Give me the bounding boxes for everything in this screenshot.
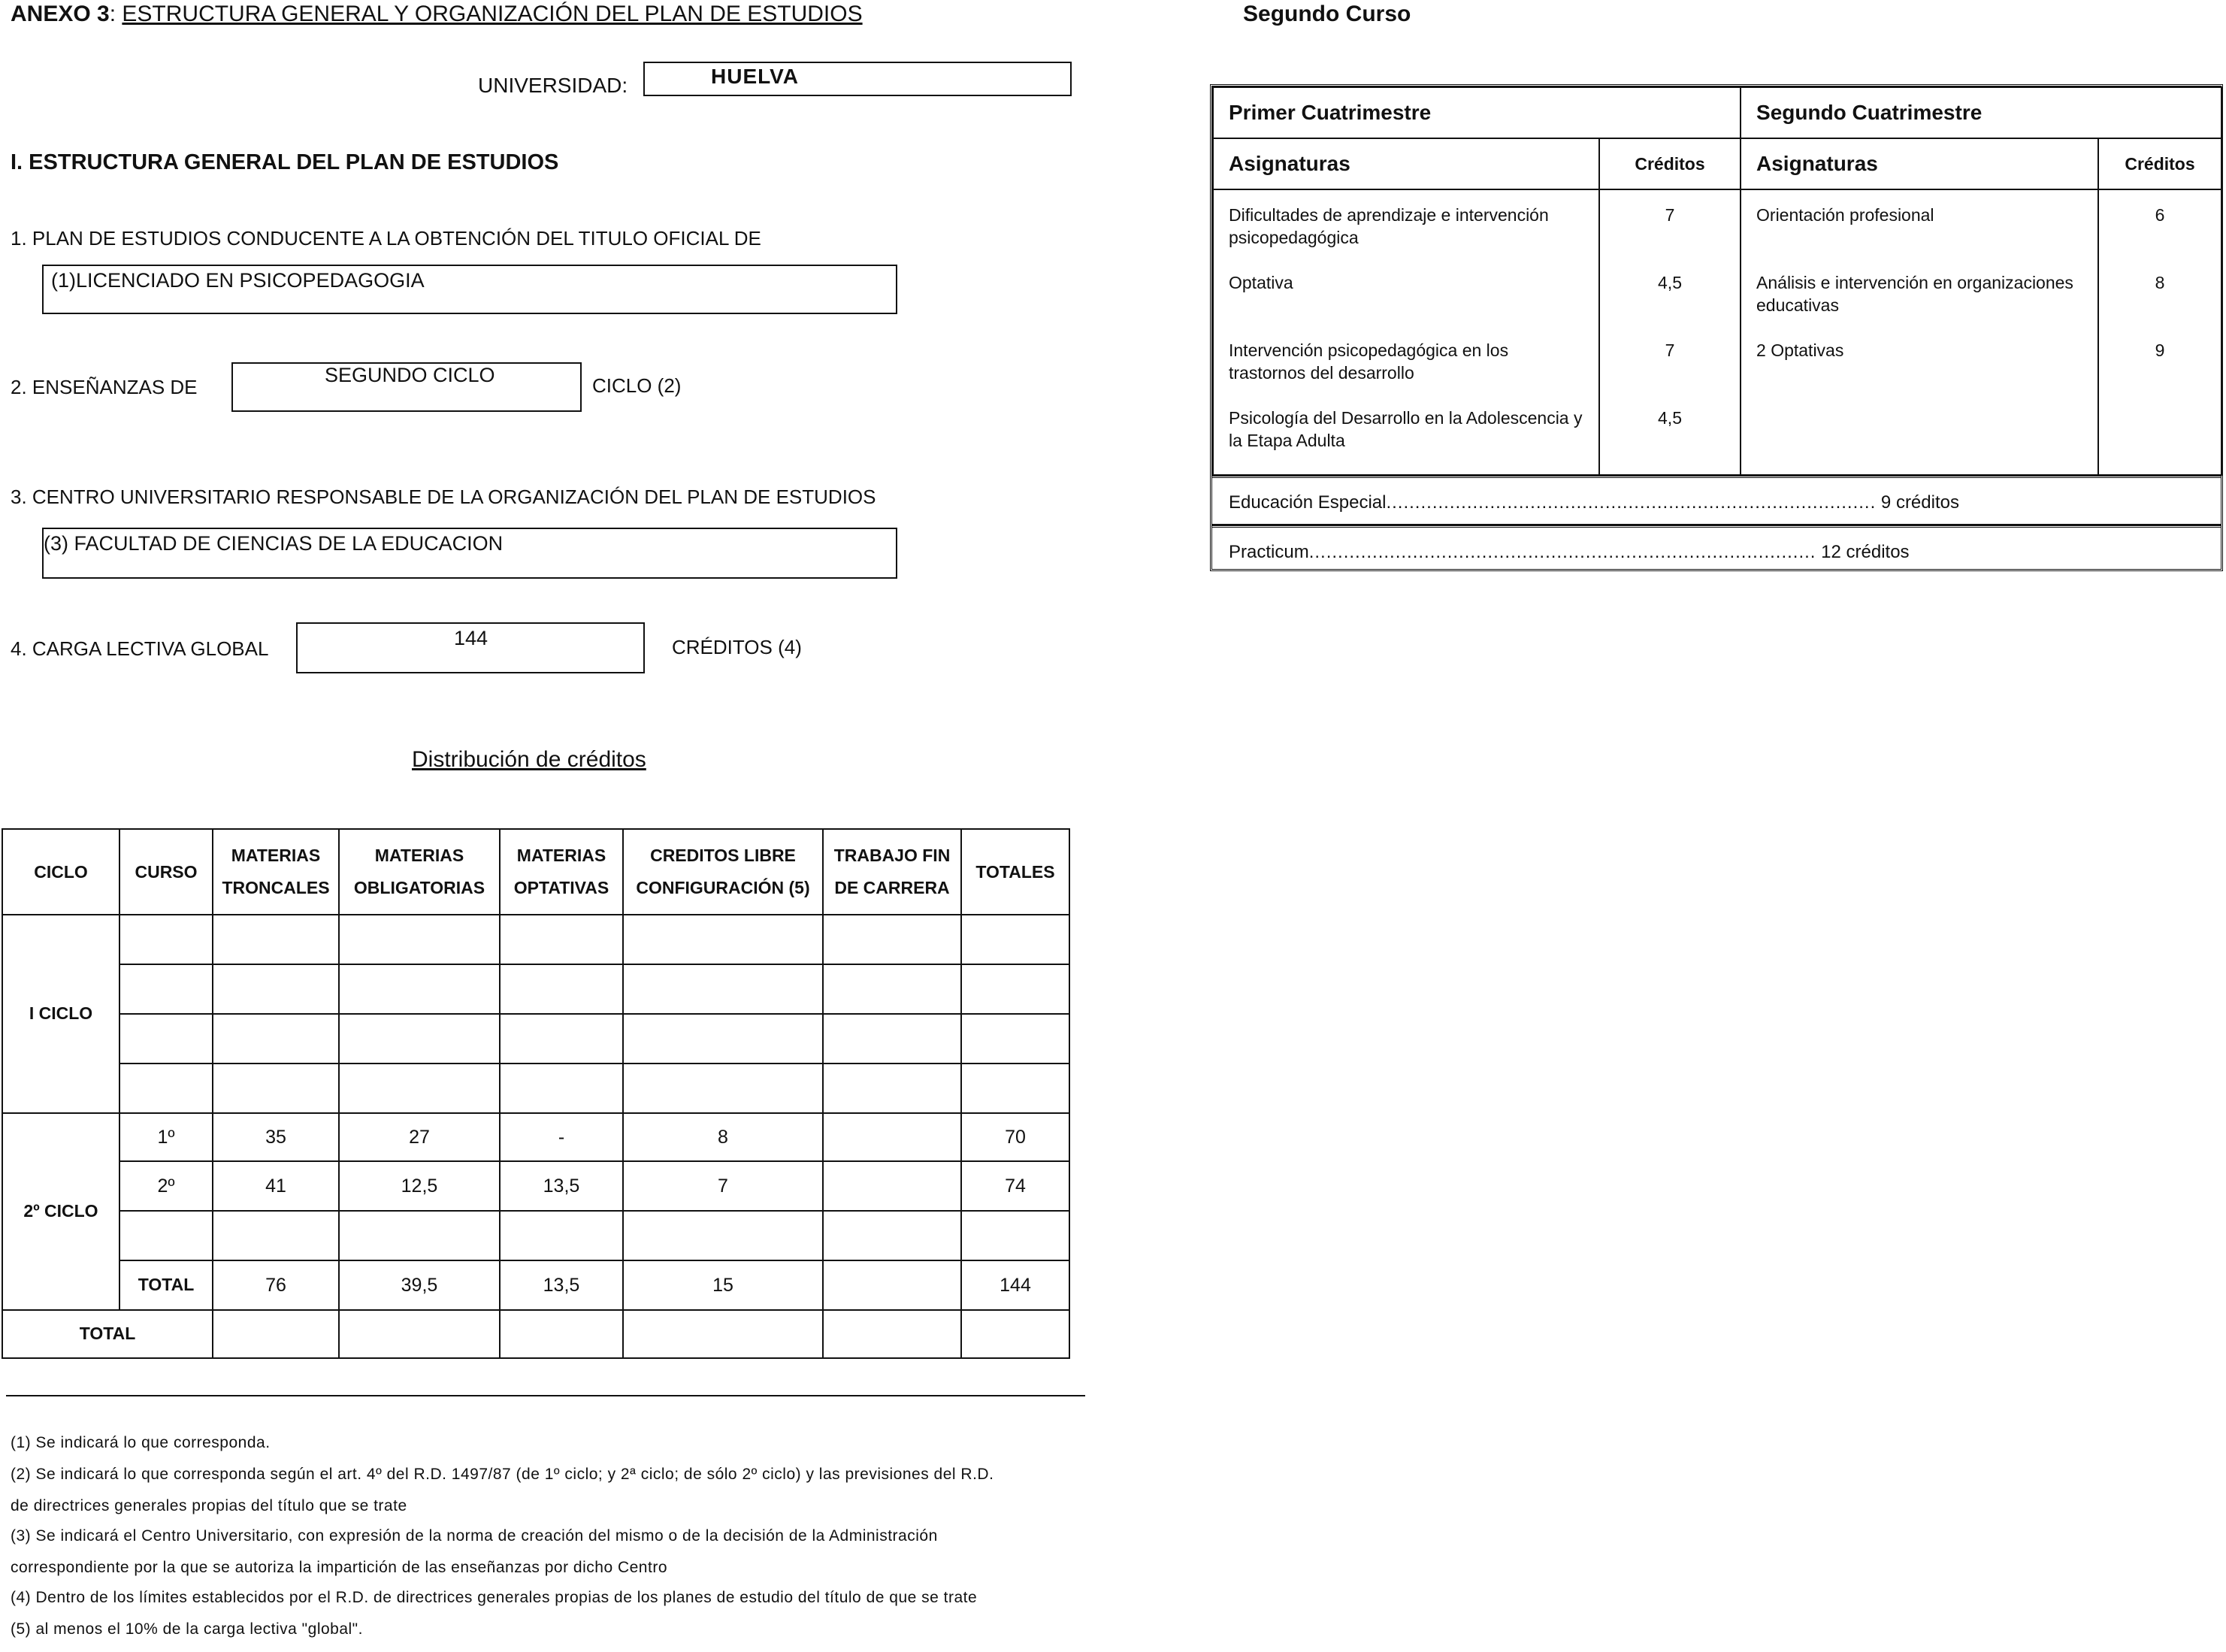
practicum-row: Practicum........................................................................................ 12 créditos xyxy=(1212,525,2221,575)
cell-troncales: 41 xyxy=(213,1161,339,1211)
footnote: (1) Se indicará lo que corresponda. xyxy=(11,1434,271,1451)
list-item: 2 Optativas xyxy=(1756,340,1844,360)
ciclo1-label: I CICLO xyxy=(2,915,119,1113)
practicum-label: Practicum xyxy=(1229,542,1309,562)
second-term-credits xyxy=(2098,189,2221,475)
cell-optativas: 13,5 xyxy=(500,1260,623,1310)
table-row-grand-total xyxy=(2,1310,1069,1358)
column-header-row xyxy=(1213,138,2221,189)
annex-heading: ANEXO 3: ESTRUCTURA GENERAL Y ORGANIZACIÓN DEL PLAN DE ESTUDIOS xyxy=(11,2,863,26)
cell-troncales: 35 xyxy=(213,1113,339,1161)
item4-suffix: CRÉDITOS (4) xyxy=(672,636,802,658)
university-field xyxy=(643,62,1072,96)
credit-value: 4,5 xyxy=(1658,408,1682,428)
list-item: Intervención psicopedagógica en los trastornos del desarrollo xyxy=(1229,340,1509,383)
cell-trabajo xyxy=(823,1211,961,1260)
first-term-credits xyxy=(1599,189,1741,475)
cell-curso-total: TOTAL xyxy=(119,1260,213,1310)
distribution-title: Distribución de créditos xyxy=(412,747,646,772)
table-row xyxy=(2,1064,1069,1113)
cell-libre: 8 xyxy=(623,1113,823,1161)
cell-trabajo xyxy=(823,1113,961,1161)
footnote: correspondiente por la que se autoriza la impartición de las enseñanzas por dicho Centro xyxy=(11,1559,667,1576)
footnote: de directrices generales propias del título que se trate xyxy=(11,1497,407,1514)
cell-libre: 15 xyxy=(623,1260,823,1310)
item1-value: (1)LICENCIADO EN PSICOPEDAGOGIA xyxy=(51,269,425,292)
second-course-title: Segundo Curso xyxy=(1243,2,1411,26)
cell-trabajo xyxy=(823,1161,961,1211)
cell-obligatorias xyxy=(339,1211,500,1260)
table-row xyxy=(2,1211,1069,1260)
table-header-row xyxy=(2,829,1069,915)
item1-label: 1. PLAN DE ESTUDIOS CONDUCENTE A LA OBTENCIÓN DEL TITULO OFICIAL DE xyxy=(11,227,761,250)
cell-optativas xyxy=(500,1211,623,1260)
second-term-subjects xyxy=(1741,189,2098,475)
table-row xyxy=(2,1260,1069,1310)
subjects-row xyxy=(1213,189,2221,475)
footnote-divider xyxy=(6,1395,1085,1396)
university-label: UNIVERSIDAD: xyxy=(478,74,628,97)
grand-total-label: TOTAL xyxy=(2,1310,213,1358)
cell-obligatorias: 39,5 xyxy=(339,1260,500,1310)
credit-value: 9 xyxy=(2155,340,2165,360)
list-item: Psicología del Desarrollo en la Adolescencia y la Etapa Adulta xyxy=(1229,408,1583,450)
second-term-subjects-label: Asignaturas xyxy=(1741,138,2098,189)
credit-value: 8 xyxy=(2155,273,2165,292)
cell-curso: 1º xyxy=(119,1113,213,1161)
cell-curso: 2º xyxy=(119,1161,213,1211)
cell-totales: 74 xyxy=(961,1161,1069,1211)
cell-optativas: 13,5 xyxy=(500,1161,623,1211)
credit-value: 7 xyxy=(1665,205,1675,225)
table-row xyxy=(2,1161,1069,1211)
first-term-subjects xyxy=(1213,189,1599,475)
cell-optativas: - xyxy=(500,1113,623,1161)
credit-value: 4,5 xyxy=(1658,273,1682,292)
annex-label: ANEXO 3 xyxy=(11,2,110,26)
especial-row: Educación Especial..................................................................................... 9 créditos xyxy=(1212,476,2221,525)
header-trabajo: TRABAJO FIN DE CARRERA xyxy=(823,829,961,915)
credit-distribution-table xyxy=(2,828,1070,1359)
item2-value: SEGUNDO CICLO xyxy=(325,364,495,386)
cell-libre xyxy=(623,1211,823,1260)
header-ciclo: CICLO xyxy=(2,829,119,915)
header-obligatorias: MATERIAS OBLIGATORIAS xyxy=(339,829,500,915)
item2-label: 2. ENSEÑANZAS DE xyxy=(11,376,198,398)
section-title: I. ESTRUCTURA GENERAL DEL PLAN DE ESTUDIOS xyxy=(11,150,559,174)
footnote: (5) al menos el 10% de la carga lectiva "global". xyxy=(11,1620,363,1638)
header-optativas: MATERIAS OPTATIVAS xyxy=(500,829,623,915)
item3-label: 3. CENTRO UNIVERSITARIO RESPONSABLE DE LA ORGANIZACIÓN DEL PLAN DE ESTUDIOS xyxy=(11,486,876,508)
list-item: Orientación profesional xyxy=(1756,205,1934,225)
university-value: HUELVA xyxy=(711,65,799,88)
header-libre: CREDITOS LIBRE CONFIGURACIÓN (5) xyxy=(623,829,823,915)
item3-value: (3) FACULTAD DE CIENCIAS DE LA EDUCACION xyxy=(44,532,504,555)
second-course-table xyxy=(1210,84,2223,571)
second-term-header: Segundo Cuatrimestre xyxy=(1741,87,2221,138)
header-curso: CURSO xyxy=(119,829,213,915)
list-item: Optativa xyxy=(1229,273,1293,292)
first-term-subjects-label: Asignaturas xyxy=(1213,138,1599,189)
list-item: Dificultades de aprendizaje e intervención psicopedagógica xyxy=(1229,205,1549,247)
item4-label: 4. CARGA LECTIVA GLOBAL xyxy=(11,637,269,660)
cell-obligatorias: 27 xyxy=(339,1113,500,1161)
especial-value: 9 créditos xyxy=(1880,492,1959,513)
footnote: (3) Se indicará el Centro Universitario, con expresión de la norma de creación del mismo o de la decisión de la Administración xyxy=(11,1527,938,1545)
credit-value: 7 xyxy=(1665,340,1675,360)
footnote: (2) Se indicará lo que corresponda según el art. 4º del R.D. 1497/87 (de 1º ciclo; y 2ª ciclo; de sólo 2º ciclo) y las previsiones del R.D. xyxy=(11,1466,994,1483)
cell-libre: 7 xyxy=(623,1161,823,1211)
credit-value: 6 xyxy=(2155,205,2165,225)
header-totales: TOTALES xyxy=(961,829,1069,915)
list-item: Análisis e intervención en organizaciones educativas xyxy=(1756,273,2073,315)
cell-trabajo xyxy=(823,1260,961,1310)
practicum-value: 12 créditos xyxy=(1821,542,1910,562)
item4-value: 144 xyxy=(454,627,488,649)
annex-title: ESTRUCTURA GENERAL Y ORGANIZACIÓN DEL PLAN DE ESTUDIOS xyxy=(122,2,863,26)
especial-label: Educación Especial xyxy=(1229,492,1387,513)
cell-totales xyxy=(961,1211,1069,1260)
header-troncales: MATERIAS TRONCALES xyxy=(213,829,339,915)
table-row xyxy=(2,1014,1069,1064)
table-row xyxy=(2,915,1069,964)
second-term-credits-label: Créditos xyxy=(2098,138,2221,189)
cell-troncales: 76 xyxy=(213,1260,339,1310)
table-row xyxy=(2,964,1069,1014)
item2-suffix: CICLO (2) xyxy=(592,374,682,397)
footnote: (4) Dentro de los límites establecidos por el R.D. de directrices generales propias de los planes de estudio del título de que se trate xyxy=(11,1589,978,1606)
cell-totales: 70 xyxy=(961,1113,1069,1161)
term-header-row xyxy=(1213,87,2221,138)
cell-totales: 144 xyxy=(961,1260,1069,1310)
cell-obligatorias: 12,5 xyxy=(339,1161,500,1211)
cell-troncales xyxy=(213,1211,339,1260)
cell-curso xyxy=(119,1211,213,1260)
first-term-header: Primer Cuatrimestre xyxy=(1213,87,1741,138)
table-row xyxy=(2,1113,1069,1161)
ciclo2-label: 2º CICLO xyxy=(2,1113,119,1310)
first-term-credits-label: Créditos xyxy=(1599,138,1741,189)
